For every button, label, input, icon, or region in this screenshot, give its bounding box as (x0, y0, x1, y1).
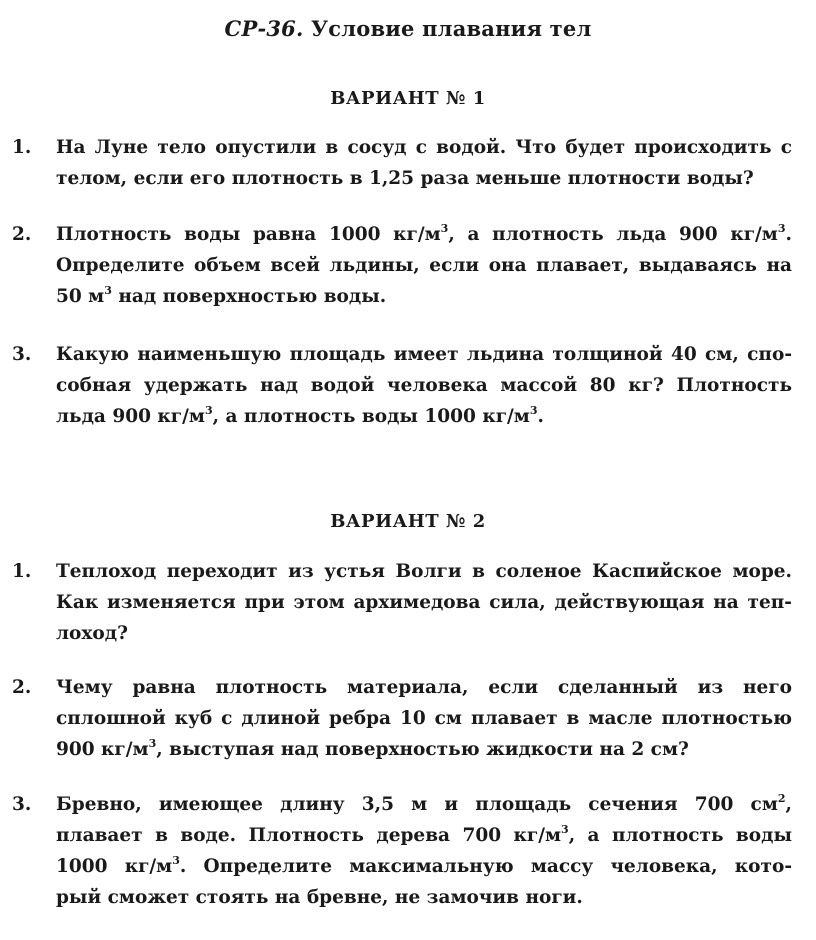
problem-number: 3. (12, 794, 32, 815)
problem-text (56, 672, 792, 765)
text-run: . (785, 224, 792, 245)
text-run: . Определите максимальную массу человека, кото- (179, 856, 792, 877)
problem-line: Теплоход переходит из устья Волги в соленое Каспийское море. (56, 561, 792, 582)
problem-text (56, 789, 792, 913)
superscript: 3 (204, 404, 213, 417)
problem-line (56, 851, 792, 882)
problem-line: сплошной куб с длиной ребра 10 см плавает в масле плотностью (56, 708, 792, 729)
text-run: Бревно, имеющее длину 3,5 м и площадь сечения 700 см (56, 794, 778, 815)
text-run: 1000 кг/м (56, 856, 173, 877)
variant-2-problem-2 (12, 672, 792, 765)
worksheet-title: Условие плавания тел (311, 16, 592, 41)
problem-line: Как изменяется при этом архимедова сила, действующая на теп- (56, 592, 792, 613)
problem-line: Какую наименьшую площадь имеет льдина толщиной 40 см, спо- (56, 344, 792, 365)
variant-1-problem-1 (12, 132, 792, 194)
text-run: , а плотность воды (568, 825, 792, 846)
text-run: 900 кг/м (56, 739, 149, 760)
problem-number: 2. (12, 224, 32, 245)
text-run: льда 900 кг/м (56, 406, 205, 427)
problem-line: рый сможет стоять на бревне, не замочив ноги. (56, 887, 583, 908)
text-run: , а плотность льда 900 кг/м (448, 224, 778, 245)
problem-line (56, 789, 792, 820)
superscript: 3 (172, 854, 180, 867)
text-run: плавает в воде. Плотность дерева 700 кг/м (56, 825, 562, 846)
variant-1-problem-3 (12, 339, 792, 432)
superscript: 3 (440, 222, 449, 235)
problem-line (56, 219, 792, 250)
problem-line: собная удержать над водой человека массой 80 кг? Плотность (56, 375, 792, 396)
problem-text (56, 132, 792, 194)
text-run: , (785, 794, 792, 815)
text-run: над поверхностью воды. (111, 286, 387, 307)
superscript: 3 (777, 222, 786, 235)
problem-text (56, 339, 792, 432)
problem-line: лоход? (56, 623, 128, 644)
variant-1-problem-2 (12, 219, 792, 312)
problem-text (56, 556, 792, 649)
variant-2-problem-1 (12, 556, 792, 649)
problem-line: Определите объем всей льдины, если она плавает, выдаваясь на (56, 255, 792, 276)
problem-line: Чему равна плотность материала, если сделанный из него (56, 677, 792, 698)
superscript: 3 (529, 404, 538, 417)
problem-line: На Луне тело опустили в сосуд с водой. Что будет происходить с (56, 137, 792, 158)
problem-text (56, 219, 792, 312)
problem-line (56, 820, 792, 851)
problem-number: 1. (12, 561, 32, 582)
page-title (0, 16, 816, 41)
variant-1-heading: ВАРИАНТ № 1 (330, 88, 486, 109)
text-run: . (537, 406, 544, 427)
superscript: 3 (561, 823, 569, 836)
problem-number: 2. (12, 677, 32, 698)
problem-number: 3. (12, 344, 32, 365)
superscript: 3 (148, 737, 157, 750)
problem-line (56, 401, 792, 432)
superscript: 3 (104, 284, 112, 297)
worksheet-code: СР-36. (224, 16, 304, 41)
variant-2-problem-3 (12, 789, 792, 913)
problem-line (56, 734, 792, 765)
text-run: Плотность воды равна 1000 кг/м (56, 224, 441, 245)
text-run: , а плотность воды 1000 кг/м (212, 406, 530, 427)
problem-line: телом, если его плотность в 1,25 раза меньше плотности воды? (56, 168, 754, 189)
problem-number: 1. (12, 137, 32, 158)
text-run: 50 м (56, 286, 105, 307)
problem-line (56, 281, 792, 312)
superscript: 2 (777, 792, 786, 805)
text-run: , выступая над поверхностью жидкости на 2 см? (156, 739, 689, 760)
variant-2-heading: ВАРИАНТ № 2 (330, 511, 486, 532)
